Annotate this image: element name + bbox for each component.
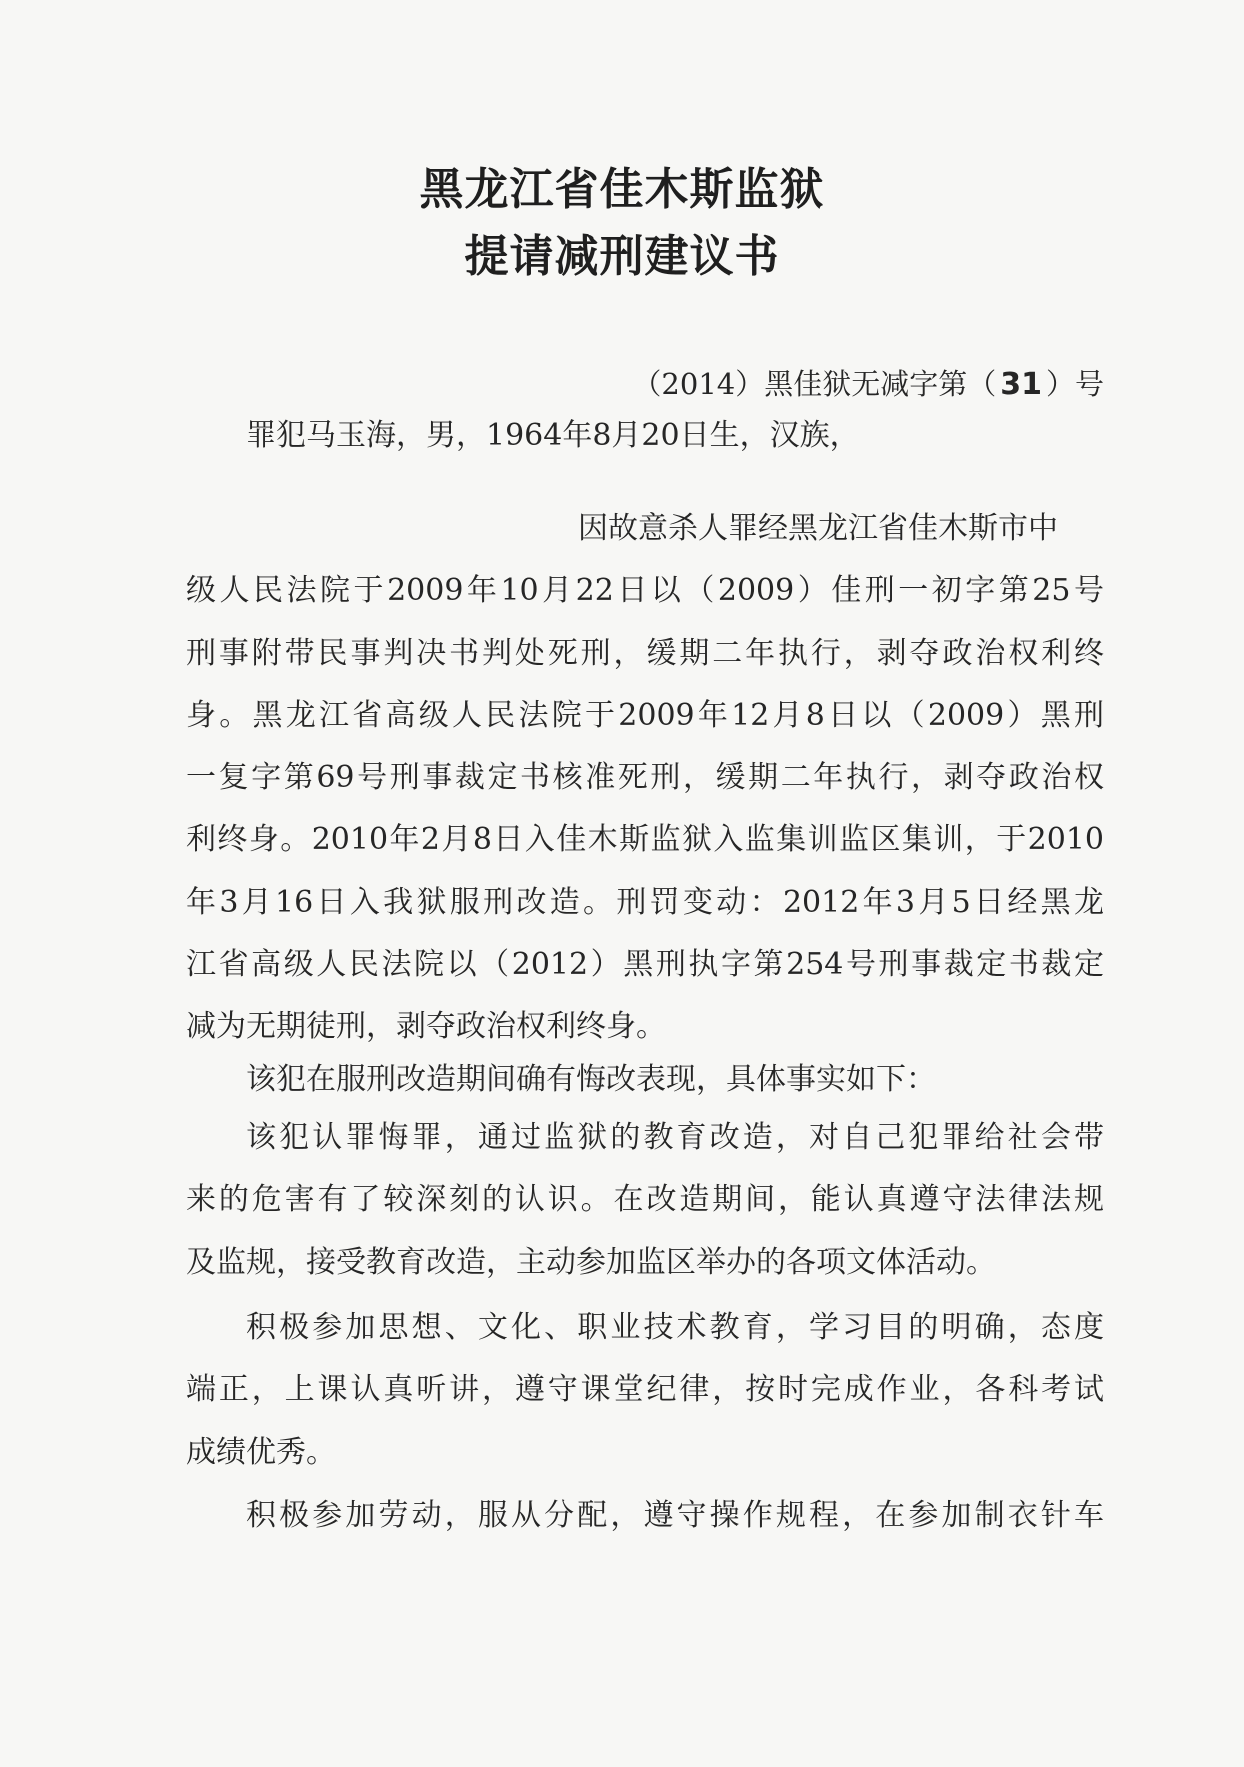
text-line: 端正，上课认真听讲，遵守课堂纪律，按时完成作业，各科考试 bbox=[186, 1372, 1104, 1408]
paragraph-remorse bbox=[186, 1107, 1104, 1294]
text-line: 级人民法院于2009年10月22日以（2009）佳刑一初字第25号 bbox=[186, 573, 1104, 609]
document-number-suffix: ）号 bbox=[1045, 367, 1104, 401]
text-line: 一复字第69号刑事裁定书核准死刑，缓期二年执行，剥夺政治权 bbox=[186, 760, 1104, 796]
text-line: 因故意杀人罪经黑龙江省佳木斯市中 bbox=[578, 511, 1058, 546]
document-number-prefix: （2014）黑佳狱无减字第（ bbox=[632, 367, 997, 401]
text-line: 该犯在服刑改造期间确有悔改表现，具体事实如下： bbox=[246, 1062, 936, 1097]
text-line: 积极参加思想、文化、职业技术教育，学习目的明确，态度 bbox=[246, 1310, 1104, 1345]
text-line: 减为无期徒刑，剥夺政治权利终身。 bbox=[186, 1009, 666, 1045]
text-line: 该犯认罪悔罪，通过监狱的教育改造，对自己犯罪给社会带 bbox=[246, 1120, 1104, 1155]
text-line: 利终身。2010年2月8日入佳木斯监狱入监集训监区集训，于2010 bbox=[186, 822, 1104, 858]
text-line: 来的危害有了较深刻的认识。在改造期间，能认真遵守法律法规 bbox=[186, 1182, 1104, 1218]
paragraph-education bbox=[186, 1297, 1104, 1484]
paragraph-labor bbox=[186, 1485, 1104, 1547]
text-line: 刑事附带民事判决书判处死刑，缓期二年执行，剥夺政治权利终 bbox=[186, 635, 1104, 671]
document-title-line2: 提请减刑建议书 bbox=[464, 231, 780, 282]
text-line: 年3月16日入我狱服刑改造。刑罚变动：2012年3月5日经黑龙 bbox=[186, 884, 1104, 920]
text-line: 罪犯马玉海，男，1964年8月20日生，汉族， bbox=[246, 418, 860, 453]
text-line: 积极参加劳动，服从分配，遵守操作规程，在参加制衣针车 bbox=[246, 1498, 1104, 1533]
document-number bbox=[632, 367, 1104, 402]
document-title-line1: 黑龙江省佳木斯监狱 bbox=[419, 164, 825, 215]
paragraph-sentence-history bbox=[186, 498, 1104, 1059]
text-line: 成绩优秀。 bbox=[186, 1434, 336, 1470]
paragraph-criminal-info bbox=[186, 405, 1104, 467]
text-line: 及监规，接受教育改造，主动参加监区举办的各项文体活动。 bbox=[186, 1244, 996, 1280]
handwritten-number: 31 bbox=[1000, 367, 1042, 402]
paragraph-intro-facts bbox=[186, 1049, 1104, 1111]
text-line: 江省高级人民法院以（2012）黑刑执字第254号刑事裁定书裁定 bbox=[186, 947, 1104, 983]
text-line: 身。黑龙江省高级人民法院于2009年12月8日以（2009）黑刑 bbox=[186, 697, 1104, 733]
